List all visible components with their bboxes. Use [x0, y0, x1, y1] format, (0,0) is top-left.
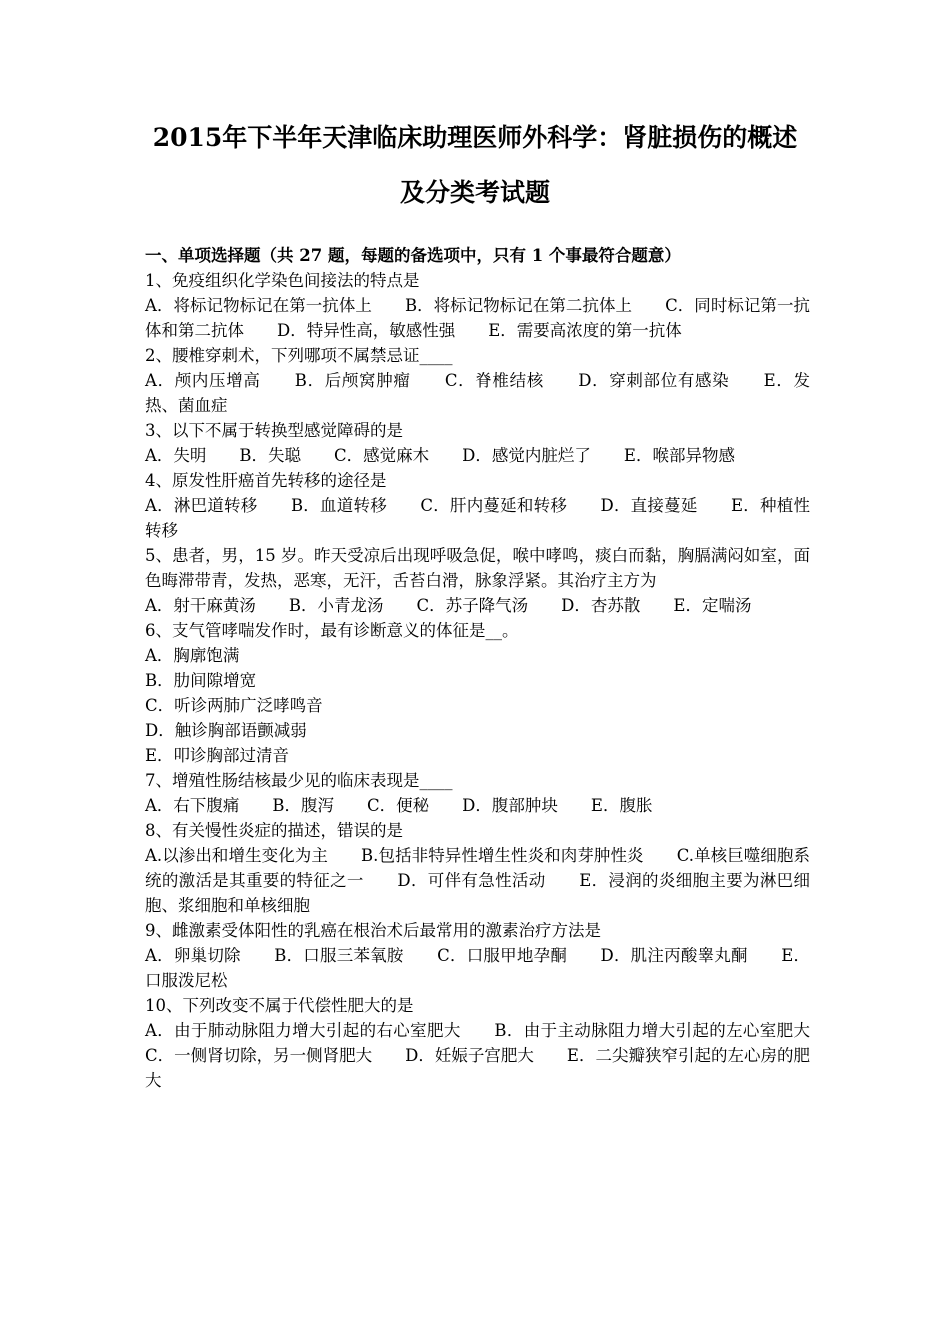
question-options: A．颅内压增高 B．后颅窝肿瘤 C．脊椎结核 D．穿刺部位有感染 E．发热、菌血症 — [145, 371, 810, 415]
question-8 — [145, 818, 810, 918]
question-stem: 7、增殖性肠结核最少见的临床表现是____ — [145, 771, 453, 790]
question-options: A．由于肺动脉阻力增大引起的右心室肥大 B．由于主动脉阻力增大引起的左心室肥大 C．一侧肾切除，另一侧肾肥大 D．妊娠子宫肥大 E．二尖瓣狭窄引起的左心房的肥大 — [145, 1021, 843, 1090]
question-stem: 2、腰椎穿刺术，下列哪项不属禁忌证____ — [145, 346, 453, 365]
question-options: A.以渗出和增生变化为主 B.包括非特异性增生性炎和肉芽肿性炎 C.单核巨噬细胞系统的激活是其重要的特征之一 D．可伴有急性活动 E．浸润的炎细胞主要为淋巴细胞、浆细胞和单核细胞 — [145, 846, 810, 915]
question-stem: 9、雌激素受体阳性的乳癌在根治术后最常用的激素治疗方法是 — [145, 921, 601, 940]
document-title-line-2: 及分类考试题 — [399, 178, 550, 207]
question-3 — [145, 418, 810, 468]
question-7 — [145, 768, 810, 818]
question-stem: 8、有关慢性炎症的描述，错误的是 — [145, 821, 403, 840]
question-2 — [145, 343, 810, 418]
question-4 — [145, 468, 810, 543]
question-options: A．右下腹痛 B．腹泻 C．便秘 D．腹部肿块 E．腹胀 — [145, 796, 653, 815]
question-options: A．失明 B．失聪 C．感觉麻木 D．感觉内脏烂了 E．喉部异物感 — [145, 446, 735, 465]
question-9 — [145, 918, 810, 993]
question-stem: 3、以下不属于转换型感觉障碍的是 — [145, 421, 403, 440]
question-stem: 10、下列改变不属于代偿性肥大的是 — [145, 996, 414, 1015]
option-a: A．胸廓饱满 — [145, 646, 240, 665]
question-5 — [145, 543, 810, 618]
question-stem: 6、支气管哮喘发作时，最有诊断意义的体征是__。 — [145, 621, 519, 640]
option-b: B．肋间隙增宽 — [145, 671, 257, 690]
question-stem: 4、原发性肝癌首先转移的途径是 — [145, 471, 387, 490]
question-10 — [145, 993, 843, 1093]
option-c: C．听诊两肺广泛哮鸣音 — [145, 696, 323, 715]
document-title-line-1: 2015年下半年天津临床助理医师外科学：肾脏损伤的概述 — [152, 123, 798, 152]
question-stem: 5、患者，男，15 岁。昨天受凉后出现呼吸急促，喉中哮鸣，痰白而黏，胸膈满闷如室，面色晦滞带青，发热，恶寒，无汗，舌苔白滑，脉象浮紧。其治疗主方为 — [145, 546, 810, 590]
question-1 — [145, 268, 810, 343]
option-e: E．叩诊胸部过清音 — [145, 746, 290, 765]
question-6 — [145, 618, 810, 768]
document-body — [145, 243, 843, 1093]
question-stem: 1、免疫组织化学染色间接法的特点是 — [145, 271, 420, 290]
question-options: A．卵巢切除 B．口服三苯氧胺 C．口服甲地孕酮 D．肌注丙酸睾丸酮 E．口服泼尼松 — [145, 946, 810, 990]
option-d: D．触诊胸部语颤减弱 — [145, 721, 307, 740]
section-heading: 一、单项选择题（共 27 题，每题的备选项中，只有 1 个事最符合题意） — [145, 246, 681, 265]
question-options: A．射干麻黄汤 B．小青龙汤 C．苏子降气汤 D．杏苏散 E．定喘汤 — [145, 596, 752, 615]
question-options: A．淋巴道转移 B．血道转移 C．肝内蔓延和转移 D．直接蔓延 E．种植性转移 — [145, 496, 810, 540]
question-options: A．将标记物标记在第一抗体上 B．将标记物标记在第二抗体上 C．同时标记第一抗体和第二抗体 D．特异性高，敏感性强 E．需要高浓度的第一抗体 — [145, 296, 810, 340]
